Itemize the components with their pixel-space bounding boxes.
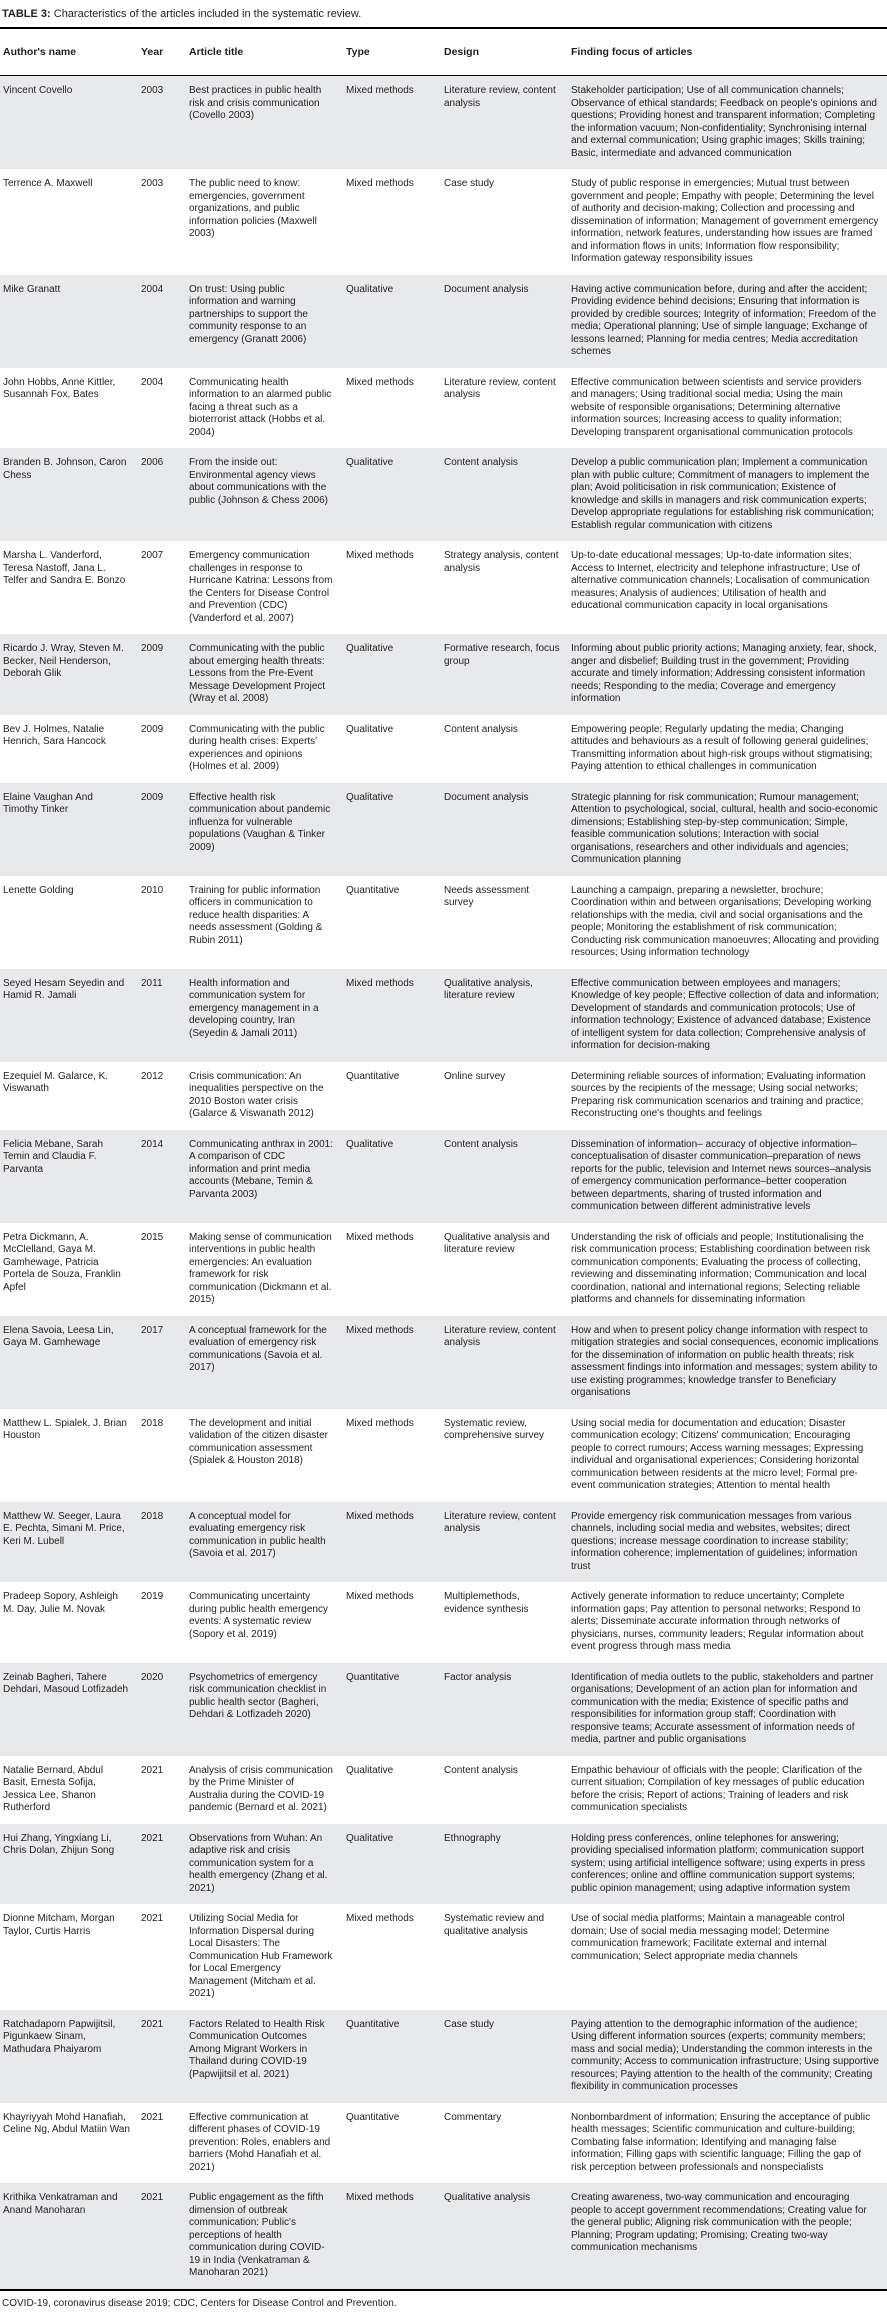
author-cell: Ratchadaporn Papwijitsil, Pigunkaew Sinam, Mathudara Phaiyarom: [3, 2018, 116, 2055]
finding-cell: Actively generate information to reduce uncertainty; Complete information gaps; Pay attention to personal networks; Respond to alerts; Disseminate accurate information through networks of physicians, nurses, community leaders; Regular information about event progress through mass media: [571, 1591, 864, 1652]
design-cell: Systematic review and qualitative analysis: [444, 1913, 545, 1937]
table-footnote: COVID-19, coronavirus disease 2019; CDC, Centers for Disease Control and Prevention.: [0, 2289, 887, 2318]
finding-cell: Use of social media platforms; Maintain a manageable control domain; Use of social media messaging model; Determine communication framework; Facilitate external and internal communication; Select appropriate media channels: [571, 1913, 845, 1962]
article-title-cell: Communicating health information to an alarmed public facing a threat such as a bioterrorist attack (Hobbs et al. 2004): [189, 376, 332, 438]
article-title-cell: Making sense of communication interventions in public health emergencies: An evaluation framework for risk communication (Dickmann et al. 2015): [189, 1231, 332, 1305]
table-caption-label: TABLE 3:: [2, 8, 51, 20]
finding-cell: Develop a public communication plan; Implement a communication plan with public culture; Commitment of managers to implement the plan; Avoid politicisation in risk communication; Existence of knowledge and skills in managers and risk communication experts; Develop appropriate regulations for establishing risk communication; Establish regular communication with citizens: [571, 457, 874, 531]
article-title-cell: Factors Related to Health Risk Communication Outcomes Among Migrant Workers in Thailand during COVID-19 (Papwijitsil et al. 2021): [189, 2018, 325, 2080]
article-title-cell: A conceptual model for evaluating emergency risk communication in public health (Savoia et al. 2017): [189, 1510, 326, 1559]
author-cell: Khayriyyah Mohd Hanafiah, Celine Ng, Abdul Matiin Wan: [3, 2111, 130, 2135]
type-cell: Qualitative: [346, 1764, 394, 1776]
type-cell: Mixed methods: [346, 550, 414, 561]
header-article-title: Article title: [186, 28, 343, 76]
type-cell: Mixed methods: [346, 1913, 414, 1924]
type-cell: Mixed methods: [346, 1231, 414, 1243]
finding-cell: Nonbombardment of information; Ensuring the acceptance of public health messages; Scientific communication and culture-building; Combating false information; Identifying and managing false information; Filling gaps with scientific language; Filling the gap of risk perception between professionals and nonspecialists: [571, 2111, 871, 2173]
type-cell: Qualitative: [346, 283, 394, 295]
design-cell: Content analysis: [444, 723, 518, 735]
author-cell: Elaine Vaughan And Timothy Tinker: [3, 791, 93, 815]
type-cell: Mixed methods: [346, 977, 414, 989]
author-cell: Marsha L. Vanderford, Teresa Nastoff, Jana L. Telfer and Sandra E. Bonzo: [3, 550, 126, 586]
type-cell: Mixed methods: [346, 376, 414, 388]
design-cell: Case study: [444, 2018, 495, 2030]
table-row: [0, 2010, 887, 2103]
year-cell: 2020: [141, 1671, 164, 1683]
table-row: [0, 1062, 887, 1130]
table-row: [0, 783, 887, 876]
table-body: [0, 76, 887, 2289]
author-cell: Vincent Covello: [3, 85, 73, 96]
type-cell: Quantitative: [346, 1070, 400, 1082]
table-row: [0, 448, 887, 541]
type-cell: Qualitative: [346, 723, 394, 735]
author-cell: Hui Zhang, Yingxiang Li, Chris Dolan, Zhijun Song: [3, 1832, 115, 1856]
finding-cell: Informing about public priority actions; Managing anxiety, fear, shock, anger and disbelief; Building trust in the government; Providing accurate and timely information; Addressing consistent information needs; Responding to the media; Coverage and emergency information: [571, 643, 877, 704]
table-row: [0, 1824, 887, 1905]
type-cell: Mixed methods: [346, 178, 414, 189]
articles-table: [0, 27, 887, 2289]
year-cell: 2021: [141, 1913, 164, 1924]
design-cell: Content analysis: [444, 457, 518, 468]
year-cell: 2007: [141, 550, 164, 561]
article-title-cell: The public need to know: emergencies, government organizations, and public information policies (Maxwell 2003): [189, 178, 317, 239]
year-cell: 2004: [141, 376, 164, 388]
article-title-cell: Effective health risk communication about pandemic influenza for vulnerable populations (Vaughan & Tinker 2009): [189, 791, 331, 853]
article-title-cell: Emergency communication challenges in response to Hurricane Katrina: Lessons from the Centers for Disease Control and Prevention (CDC) (Vanderford et al. 2007): [189, 550, 333, 624]
design-cell: Qualitative analysis: [444, 2192, 531, 2203]
table-row: [0, 1663, 887, 1756]
article-title-cell: Communicating anthrax in 2001: A comparison of CDC information and print media accounts (Mebane, Temin & Parvanta 2003): [189, 1138, 333, 1200]
table-row: [0, 1756, 887, 1824]
author-cell: Natalie Bernard, Abdul Basit, Ernesta Sofija, Jessica Lee, Shanon Rutherford: [3, 1764, 104, 1813]
author-cell: Pradeep Sopory, Ashleigh M. Day, Julie M. Novak: [3, 1591, 118, 1615]
type-cell: Mixed methods: [346, 1324, 414, 1336]
year-cell: 2021: [141, 2018, 164, 2030]
year-cell: 2018: [141, 1417, 164, 1429]
article-title-cell: Training for public information officers in communication to reduce health disparities: A needs assessment (Golding & Rubin 2011): [189, 884, 323, 946]
finding-cell: Strategic planning for risk communication; Rumour management; Attention to psychological, social, cultural, health and socio-economic dimensions; Establishing step-by-step communication; Simple, feasible communication solutions; Interaction with social organisations, researchers and other individuals and agencies; Communication planning: [571, 791, 878, 865]
article-title-cell: Public engagement as the fifth dimension of outbreak communication: Public's perceptions of health communication during COVID-19 in India (Venkatraman & Manoharan 2021): [189, 2192, 325, 2278]
type-cell: Quantitative: [346, 2018, 400, 2030]
design-cell: Qualitative analysis, literature review: [444, 977, 533, 1001]
type-cell: Qualitative: [346, 791, 394, 803]
table-header: [0, 28, 887, 76]
design-cell: Factor analysis: [444, 1671, 512, 1683]
table-caption: [0, 0, 887, 27]
design-cell: Literature review, content analysis: [444, 85, 556, 109]
author-cell: Petra Dickmann, A. McClelland, Gaya M. Gamhewage, Patricia Portela de Souza, Franklin Apfel: [3, 1231, 121, 1293]
article-title-cell: From the inside out: Environmental agency views about communications with the public (Johnson & Chess 2006): [189, 457, 328, 506]
table-row: [0, 1223, 887, 1316]
type-cell: Mixed methods: [346, 1591, 414, 1602]
author-cell: Matthew W. Seeger, Laura E. Pechta, Simani M. Price, Keri M. Lubell: [3, 1510, 125, 1547]
design-cell: Multiplemethods, evidence synthesis: [444, 1591, 529, 1615]
table-row: [0, 1582, 887, 1663]
design-cell: Strategy analysis, content analysis: [444, 550, 559, 574]
type-cell: Quantitative: [346, 2111, 400, 2123]
year-cell: 2015: [141, 1231, 164, 1243]
article-title-cell: Utilizing Social Media for Information Dispersal during Local Disasters: The Communication Hub Framework for Local Emergency Management (Mitcham et al. 2021): [189, 1913, 333, 1999]
finding-cell: Using social media for documentation and education; Disaster communication ecology; Citizens' communication; Encouraging people to correct rumours; Access warning messages; Expressing individual and organisational experiences; Considering horizontal communication between residents at the micro level; Formal pre-event communication strategies; Attention to mental health: [571, 1417, 864, 1491]
author-cell: Zeinab Bagheri, Tahere Dehdari, Masoud Lotfizadeh: [3, 1671, 129, 1695]
design-cell: Content analysis: [444, 1764, 518, 1776]
table-caption-text: Characteristics of the articles included in the systematic review.: [53, 8, 362, 20]
header-row: [0, 28, 887, 76]
author-cell: Bev J. Holmes, Natalie Henrich, Sara Hancock: [3, 723, 106, 747]
design-cell: Content analysis: [444, 1138, 518, 1150]
header-authors-name: Author's name: [0, 28, 138, 76]
table-row: [0, 1904, 887, 2010]
finding-cell: Study of public response in emergencies; Mutual trust between government and people; Empathy with people; Determining the level of authority and decision-making; Collection and processing and dissemination of information; Management of government emergency information, network features, understanding how issues are framed and information flows in units; Information flow responsibility; Information gateway responsibility issues: [571, 178, 879, 264]
article-title-cell: A conceptual framework for the evaluation of emergency risk communications (Savoia et al. 2017): [189, 1324, 327, 1373]
year-cell: 2021: [141, 1764, 164, 1776]
table-row: [0, 169, 887, 275]
type-cell: Qualitative: [346, 1138, 394, 1150]
finding-cell: Holding press conferences, online telephones for answering; providing specialised information platform; communication support system; using artificial intelligence software; using experts in press conferences; online and offline communication support systems; public opinion management; using adaptive information system: [571, 1832, 866, 1894]
year-cell: 2003: [141, 178, 164, 189]
author-cell: Branden B. Johnson, Caron Chess: [3, 457, 127, 481]
author-cell: Ricardo J. Wray, Steven M. Becker, Neil Henderson, Deborah Glik: [3, 643, 124, 679]
article-title-cell: Health information and communication system for emergency management in a developing country, Iran (Seyedin & Jamali 2011): [189, 977, 319, 1039]
table-row: [0, 634, 887, 715]
type-cell: Quantitative: [346, 1671, 400, 1683]
header-year: Year: [138, 28, 186, 76]
year-cell: 2011: [141, 977, 163, 989]
year-cell: 2012: [141, 1070, 164, 1082]
article-title-cell: Communicating with the public about emerging health threats: Lessons from the Pre-Event Message Development Project (Wray et al. 2008): [189, 643, 326, 704]
year-cell: 2021: [141, 2111, 164, 2123]
design-cell: Document analysis: [444, 283, 529, 295]
author-cell: John Hobbs, Anne Kittler, Susannah Fox, Bates: [3, 376, 116, 400]
design-cell: Case study: [444, 178, 495, 189]
article-title-cell: Psychometrics of emergency risk communication checklist in public health sector (Bagheri, Dehdari & Lotfizadeh 2020): [189, 1671, 327, 1720]
finding-cell: Up-to-date educational messages; Up-to-date information sites; Access to Internet, electricity and telephone infrastructure; Use of alternative communication channels; Localisation of communication measures; Analysis of audiences; Utilisation of health and educational communication capacity in local organisations: [571, 550, 870, 611]
table-row: [0, 541, 887, 634]
table-row: [0, 1316, 887, 1409]
author-cell: Seyed Hesam Seyedin and Hamid R. Jamali: [3, 977, 125, 1001]
year-cell: 2009: [141, 723, 164, 735]
design-cell: Literature review, content analysis: [444, 1324, 556, 1348]
finding-cell: Empowering people; Regularly updating the media; Changing attitudes and behaviours as a result of following general guidelines; Transmitting information about high-risk groups without stigmatising; Paying attention to ethical challenges in communication: [571, 723, 873, 772]
year-cell: 2010: [141, 884, 164, 896]
design-cell: Literature review, content analysis: [444, 1510, 556, 1534]
table-row: [0, 275, 887, 368]
year-cell: 2009: [141, 643, 164, 654]
finding-cell: Paying attention to the demographic information of the audience; Using different information sources (experts; community members; mass and social media); Understanding the common interests in the community; Access to communication infrastructure; Using supportive resources; Paying attention to the health of the community; Creating flexibility in communication processes: [571, 2018, 879, 2092]
author-cell: Felicia Mebane, Sarah Temin and Claudia F. Parvanta: [3, 1138, 104, 1175]
author-cell: Ezequiel M. Galarce, K. Viswanath: [3, 1070, 109, 1094]
finding-cell: Launching a campaign, preparing a newsletter, brochure; Coordination within and between organisations; Developing working relationships with the media, civil and social organisations and the people; Monitoring the establishment of risk communication; Conducting risk communication manoeuvres; Allocating and providing resources; Using information technology: [571, 884, 879, 958]
year-cell: 2006: [141, 457, 164, 468]
author-cell: Dionne Mitcham, Morgan Taylor, Curtis Harris: [3, 1913, 115, 1937]
finding-cell: Identification of media outlets to the public, stakeholders and partner organisations; Development of an action plan for information and communication with the media; Existence of specific paths and responsibilities for information group staff; Coordination with responsive teams; Accurate assessment of information needs of media, partner and public organisations: [571, 1671, 874, 1745]
design-cell: Qualitative analysis and literature review: [444, 1231, 550, 1255]
design-cell: Ethnography: [444, 1832, 501, 1844]
year-cell: 2018: [141, 1510, 164, 1522]
finding-cell: Understanding the risk of officials and people; Institutionalising the risk communication process; Establishing coordination between risk communication components; Evaluating the process of collecting, reviewing and disseminating information; Communication and local coordination, national and international regions; Selecting reliable platforms and channels for disseminating information: [571, 1231, 871, 1305]
article-title-cell: Crisis communication: An inequalities perspective on the 2010 Boston water crisis (Galarce & Viswanath 2012): [189, 1070, 324, 1119]
design-cell: Commentary: [444, 2111, 502, 2123]
article-title-cell: Effective communication at different phases of COVID-19 prevention: Roles, enablers and barriers (Mohd Hanafiah et al. 2021): [189, 2111, 331, 2173]
finding-cell: How and when to present policy change information with respect to mitigation strategies and social consequences, economic implications for the dissemination of information on public health threats; risk assessment findings into information and messages; system ability to use existing programmes; knowledge transfer to Beneficiary organisations: [571, 1324, 879, 1398]
finding-cell: Having active communication before, during and after the accident; Providing evidence behind decisions; Ensuring that information is provided by credible sources; Integrity of information; Freedom of the media; Operational planning; Use of simple language; Exchange of lessons learned; Planning for media centres; Media accreditation schemes: [571, 283, 877, 357]
type-cell: Qualitative: [346, 457, 394, 468]
type-cell: Qualitative: [346, 643, 394, 654]
design-cell: Online survey: [444, 1070, 506, 1082]
design-cell: Document analysis: [444, 791, 529, 803]
finding-cell: Provide emergency risk communication messages from various channels, including social media and websites, websites; direct questions; increase message coordination to increase stability; information coherence; implementation of guidelines; information trust: [571, 1510, 858, 1572]
year-cell: 2021: [141, 2192, 164, 2203]
article-title-cell: Observations from Wuhan: An adaptive risk and crisis communication system for a health emergency (Zhang et al. 2021): [189, 1832, 328, 1894]
finding-cell: Effective communication between employees and managers; Knowledge of key people; Effective collection of data and information; Development of standards and communication protocols; Use of information technology; Existence of advanced database; Existence of intelligent system for data collection; Comprehensive analysis of information for decision-making: [571, 977, 879, 1051]
year-cell: 2019: [141, 1591, 164, 1602]
author-cell: Mike Granatt: [3, 283, 61, 295]
type-cell: Qualitative: [346, 1832, 394, 1844]
type-cell: Mixed methods: [346, 1417, 414, 1429]
author-cell: Elena Savoia, Leesa Lin, Gaya M. Gamhewage: [3, 1324, 114, 1348]
finding-cell: Effective communication between scientists and service providers and managers; Using traditional social media; Using the main website of responsible organisations; Determining alternative information sources; Increasing access to quality information; Developing transparent organisational communication protocols: [571, 376, 862, 438]
year-cell: 2021: [141, 1832, 164, 1844]
table-row: [0, 2103, 887, 2184]
author-cell: Matthew L. Spialek, J. Brian Houston: [3, 1417, 127, 1441]
table-row: [0, 1409, 887, 1502]
table-row: [0, 715, 887, 783]
design-cell: Systematic review, comprehensive survey: [444, 1417, 545, 1441]
author-cell: Krithika Venkatraman and Anand Manoharan: [3, 2192, 118, 2216]
type-cell: Mixed methods: [346, 1510, 414, 1522]
type-cell: Quantitative: [346, 884, 400, 896]
table-row: [0, 1130, 887, 1223]
finding-cell: Dissemination of information– accuracy of objective information–conceptualisation of disaster communication–preparation of news reports for the public, television and Internet news sources–analysis of emergency communication performance–better cooperation between departments, sharing of trusted information and communication between different administrative levels: [571, 1138, 872, 1212]
finding-cell: Stakeholder participation; Use of all communication channels; Observance of ethical standards; Feedback on people's opinions and questions; Providing honest and transparent information; Completing the information vacuum; Non-confidentiality; Synchronising internal and external communication; Using graphic images; Skills training; Basic, intermediate and advanced communication: [571, 85, 877, 159]
author-cell: Lenette Golding: [3, 884, 74, 896]
year-cell: 2003: [141, 85, 164, 96]
year-cell: 2009: [141, 791, 164, 803]
table-row: [0, 876, 887, 969]
article-title-cell: Communicating with the public during health crises: Experts' experiences and opinions (Holmes et al. 2009): [189, 723, 325, 772]
design-cell: Formative research, focus group: [444, 643, 560, 667]
article-title-cell: Analysis of crisis communication by the Prime Minister of Australia during the COVID-19 pandemic (Bernard et al. 2021): [189, 1764, 333, 1813]
table-row: [0, 368, 887, 449]
table-row: [0, 2183, 887, 2289]
finding-cell: Determining reliable sources of information; Evaluating information sources by the recipients of the message; Using social networks; Preparing risk communication scenarios and training and practice; Reconstructing one's thoughts and feelings: [571, 1070, 866, 1119]
table-row: [0, 969, 887, 1062]
header-design: Design: [441, 28, 568, 76]
finding-cell: Empathic behaviour of officials with the people; Clarification of the current situation; Compilation of key messages of public education before the crisis; Report of actions; Training of leaders and risk communication specialists: [571, 1764, 865, 1813]
design-cell: Literature review, content analysis: [444, 376, 556, 400]
finding-cell: Creating awareness, two-way communication and encouraging people to accept government recommendations; Creating value for the general public; Aligning risk communication with the people; Planning; Program updating; Promising; Creating two-way communication mechanisms: [571, 2192, 867, 2253]
year-cell: 2004: [141, 283, 164, 295]
table-row: [0, 1502, 887, 1583]
type-cell: Mixed methods: [346, 85, 414, 96]
article-title-cell: Best practices in public health risk and crisis communication (Covello 2003): [189, 85, 322, 121]
author-cell: Terrence A. Maxwell: [3, 178, 93, 189]
year-cell: 2017: [141, 1324, 164, 1336]
article-title-cell: On trust: Using public information and warning partnerships to support the community response to an emergency (Granatt 2006): [189, 283, 308, 345]
year-cell: 2014: [141, 1138, 164, 1150]
article-title-cell: Communicating uncertainty during public health emergency events: A systematic review (Sopory et al. 2019): [189, 1591, 328, 1640]
table-row: [0, 76, 887, 170]
header-finding-focus: Finding focus of articles: [568, 28, 887, 76]
header-type: Type: [343, 28, 441, 76]
type-cell: Mixed methods: [346, 2192, 414, 2203]
article-title-cell: The development and initial validation of the citizen disaster communication assessment (Spialek & Houston 2018): [189, 1417, 328, 1466]
design-cell: Needs assessment survey: [444, 884, 530, 908]
